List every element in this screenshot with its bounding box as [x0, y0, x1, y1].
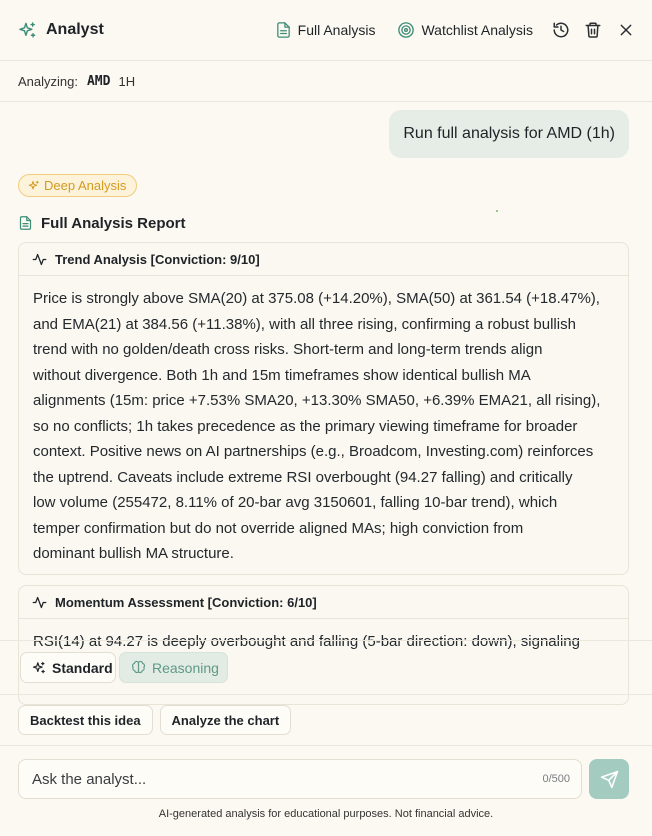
text-line: the uptrend. Caveats include extreme RSI overbought (94.27 falling) and critically: [33, 468, 573, 486]
brand: [18, 21, 104, 40]
send-icon: [600, 770, 619, 789]
panel-header: [0, 0, 652, 61]
user-message: [389, 110, 629, 158]
activity-icon: [32, 252, 47, 267]
watchlist-analysis-label: Watchlist Analysis: [421, 22, 533, 38]
header-actions: [275, 21, 634, 39]
standard-mode-label: Standard: [52, 659, 113, 676]
card-header: [19, 586, 628, 619]
app-title: Analyst: [46, 21, 104, 38]
text-line: without divergence. Both 1h and 15m timeframes show identical bullish MA: [33, 366, 531, 384]
mode-selector: [0, 640, 652, 695]
report-scroll-area[interactable]: [0, 236, 652, 650]
card-title: Trend Analysis [Conviction: 9/10]: [55, 251, 260, 267]
target-icon: [397, 21, 415, 39]
status-dot: [496, 210, 498, 212]
full-analysis-label: Full Analysis: [297, 22, 376, 38]
message-input[interactable]: [32, 771, 542, 788]
timeframe-label: 1H: [118, 73, 136, 89]
deep-analysis-label: Deep Analysis: [44, 178, 127, 193]
character-counter: 0/500: [542, 773, 570, 785]
text-line: context. Positive news on AI partnerships (e.g., Broadcom, Investing.com) reinforces: [33, 443, 594, 460]
text-line: low volume (255472, 8.11% of 20-bar avg 3150601, falling 10-bar trend), which: [33, 494, 558, 511]
analyze-chart-suggestion-button[interactable]: Analyze the chart: [160, 705, 292, 735]
text-line: temper confirmation but do not override aligned MAs; high conviction from: [33, 519, 524, 537]
watchlist-analysis-button[interactable]: [397, 21, 533, 39]
close-icon[interactable]: [618, 22, 634, 38]
text-line: dominant bullish MA structure.: [33, 545, 234, 562]
standard-mode-button[interactable]: [20, 652, 116, 683]
message-input-box: [18, 759, 582, 799]
reasoning-mode-button[interactable]: [119, 652, 228, 683]
document-icon: [275, 21, 292, 39]
report-title: [18, 212, 185, 234]
text-line: RSI(14) at 94.27 is deeply overbought and falling (5-bar direction: down), signaling: [33, 633, 580, 650]
text-line: so no conflicts; 1h takes precedence as the primary viewing timeframe for broader: [33, 417, 578, 435]
divider: [0, 745, 652, 746]
suggestion-chips: [18, 705, 291, 735]
trash-icon[interactable]: [584, 21, 602, 39]
trend-analysis-card: [18, 242, 629, 575]
card-title: Momentum Assessment [Conviction: 6/10]: [55, 594, 317, 610]
card-header: [19, 243, 628, 276]
text-line: and EMA(21) at 384.56 (+11.38%), with all three rising, confirming a robust bullish: [33, 315, 576, 333]
document-icon: [18, 215, 33, 231]
user-message-text: Run full analysis for AMD (1h): [403, 125, 615, 142]
text-line: trend with no golden/death cross risks. Short-term and long-term trends align: [33, 341, 543, 358]
analyzing-label: Analyzing:: [18, 73, 78, 89]
sparkle-icon: [32, 661, 46, 675]
full-analysis-button[interactable]: [275, 21, 376, 39]
report-title-text: Full Analysis Report: [41, 214, 186, 232]
text-line: Price is strongly above SMA(20) at 375.08 (+14.20%), SMA(50) at 361.54 (+18.47%),: [33, 290, 600, 307]
send-button[interactable]: [589, 759, 629, 799]
activity-icon: [32, 595, 47, 610]
deep-analysis-badge: [18, 174, 137, 197]
text-line: alignments (15m: price +7.53% SMA20, +13.30% SMA50, +6.39% EMA21, all rising),: [33, 392, 601, 409]
sparkle-icon: [18, 21, 37, 40]
reasoning-mode-label: Reasoning: [152, 659, 219, 676]
history-icon[interactable]: [552, 21, 570, 39]
backtest-suggestion-button[interactable]: Backtest this idea: [18, 705, 153, 735]
card-body: [19, 276, 628, 567]
disclaimer: AI-generated analysis for educational purposes. Not financial advice.: [158, 808, 494, 820]
symbol-label: AMD: [86, 73, 111, 89]
sparkle-icon: [28, 180, 40, 192]
brain-icon: [131, 660, 146, 675]
analyzing-bar: [0, 61, 652, 102]
